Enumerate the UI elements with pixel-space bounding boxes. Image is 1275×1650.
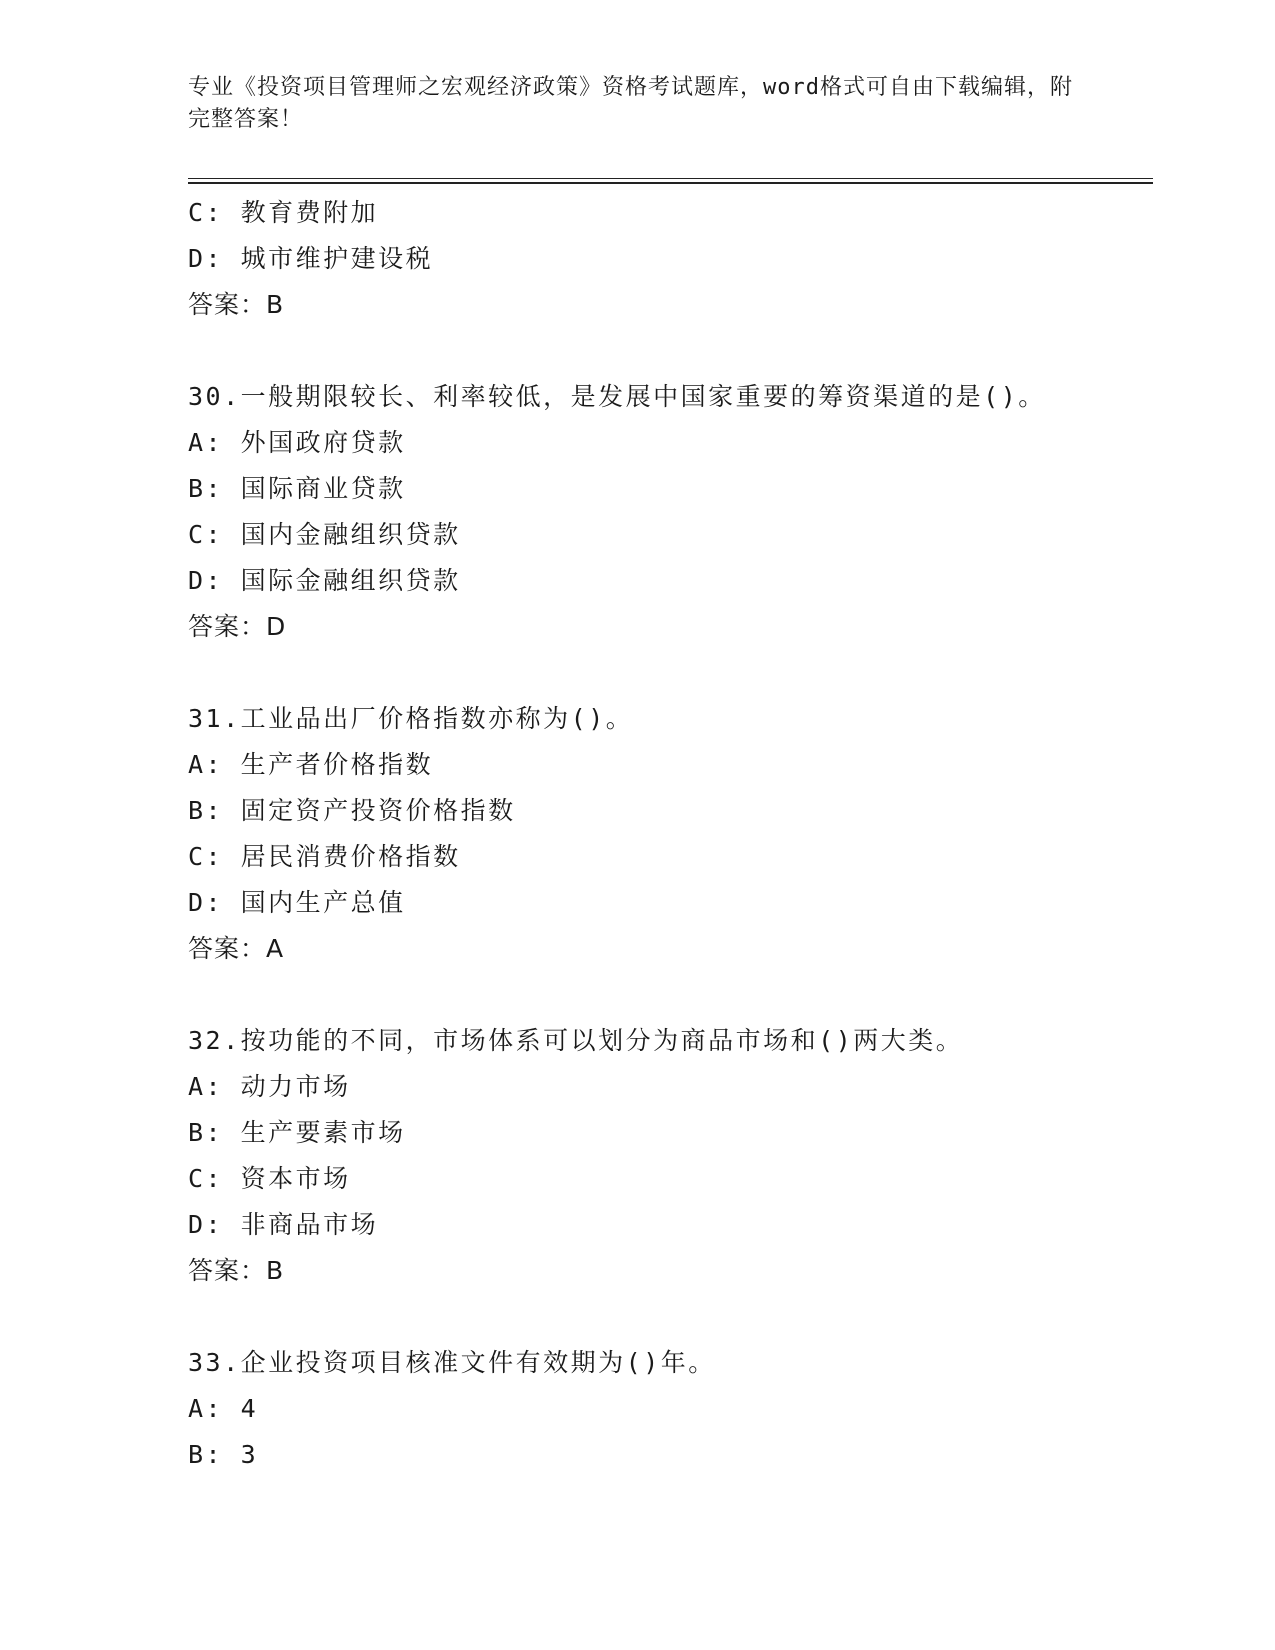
- option-text: 资本市场: [240, 1164, 351, 1193]
- option-label: B:: [188, 1118, 224, 1147]
- option-label: D:: [188, 244, 224, 273]
- option-text: 固定资产投资价格指数: [240, 796, 516, 825]
- question-stem: 32.按功能的不同，市场体系可以划分为商品市场和()两大类。: [188, 1026, 964, 1055]
- question-list: [188, 190, 1148, 1478]
- option-line: [188, 834, 1148, 880]
- option-label: C:: [188, 1164, 224, 1193]
- answer-line: 答案：B: [188, 290, 285, 319]
- question-stem: 30.一般期限较长、利率较低，是发展中国家重要的筹资渠道的是()。: [188, 382, 1046, 411]
- option-label: C:: [188, 842, 224, 871]
- option-label: B:: [188, 474, 224, 503]
- option-text: 非商品市场: [240, 1210, 379, 1239]
- option-line: [188, 1202, 1148, 1248]
- option-line: [188, 512, 1148, 558]
- option-text: 教育费附加: [240, 198, 379, 227]
- option-label: C:: [188, 198, 224, 227]
- spacer: [188, 328, 1148, 374]
- spacer: [188, 1294, 1148, 1340]
- spacer: [188, 972, 1148, 1018]
- option-line: [188, 466, 1148, 512]
- answer-line: 答案：D: [188, 612, 287, 641]
- option-line: [188, 788, 1148, 834]
- option-text: 动力市场: [240, 1072, 351, 1101]
- option-label: A:: [188, 1072, 224, 1101]
- option-line: [188, 558, 1148, 604]
- option-label: C:: [188, 520, 224, 549]
- option-line: [188, 1156, 1148, 1202]
- option-label: A:: [188, 428, 224, 457]
- option-label: D:: [188, 888, 224, 917]
- option-line: [188, 1064, 1148, 1110]
- option-text: 4: [240, 1394, 259, 1423]
- option-text: 生产者价格指数: [240, 750, 434, 779]
- option-line: [188, 880, 1148, 926]
- option-text: 外国政府贷款: [240, 428, 406, 457]
- option-text: 城市维护建设税: [240, 244, 434, 273]
- option-text: 居民消费价格指数: [240, 842, 461, 871]
- document-header: 专业《投资项目管理师之宏观经济政策》资格考试题库，word格式可自由下载编辑，附完整答案！: [188, 75, 1073, 132]
- option-label: D:: [188, 566, 224, 595]
- option-line: [188, 742, 1148, 788]
- option-text: 生产要素市场: [240, 1118, 406, 1147]
- option-line: [188, 1386, 1148, 1432]
- option-label: B:: [188, 796, 224, 825]
- option-label: B:: [188, 1440, 224, 1469]
- option-line: [188, 1110, 1148, 1156]
- spacer: [188, 650, 1148, 696]
- question-stem: 31.工业品出厂价格指数亦称为()。: [188, 704, 634, 733]
- option-text: 国内金融组织贷款: [240, 520, 461, 549]
- question-stem: 33.企业投资项目核准文件有效期为()年。: [188, 1348, 716, 1377]
- option-text: 国内生产总值: [240, 888, 406, 917]
- header-divider-thin: [188, 178, 1153, 179]
- option-line: [188, 190, 1148, 236]
- option-text: 国际商业贷款: [240, 474, 406, 503]
- option-line: [188, 1432, 1148, 1478]
- option-label: A:: [188, 750, 224, 779]
- option-text: 3: [240, 1440, 259, 1469]
- option-text: 国际金融组织贷款: [240, 566, 461, 595]
- option-label: D:: [188, 1210, 224, 1239]
- option-label: A:: [188, 1394, 224, 1423]
- answer-line: 答案：B: [188, 1256, 285, 1285]
- answer-line: 答案：A: [188, 934, 285, 963]
- option-line: [188, 236, 1148, 282]
- option-line: [188, 420, 1148, 466]
- header-divider-thick: [188, 182, 1153, 184]
